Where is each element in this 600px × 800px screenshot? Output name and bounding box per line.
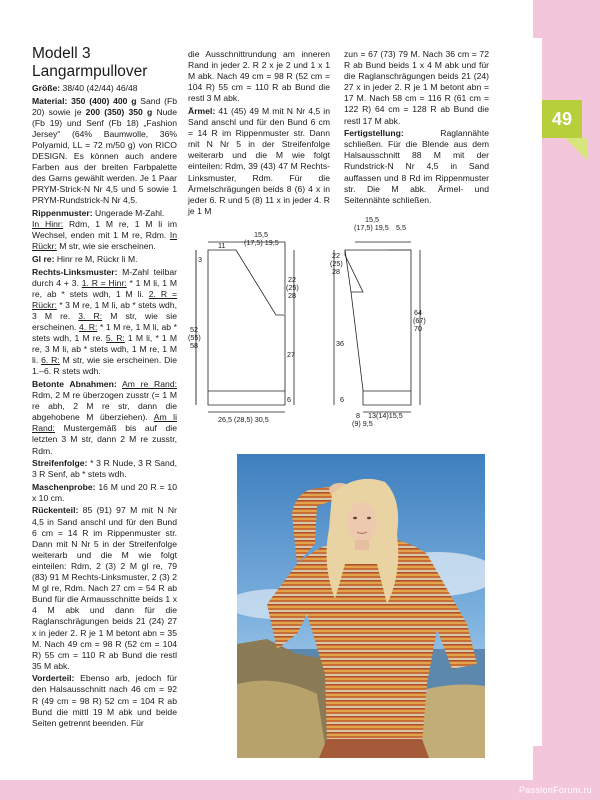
sleeve-outline (345, 250, 411, 405)
body-side-height: 27 (287, 350, 295, 359)
body-top-dim: 15,5 (254, 230, 268, 239)
schematic-diagram (188, 212, 428, 437)
sleeve-continued-paragraph: zun = 67 (73) 79 M. Nach 36 cm = 72 R ab Bund beids 1 x 4 M abk und für die Raglanschrägungen beids 21 (24) 27 x in jeder 2. R je 1 M betont abn = 17 M. Nach 58 cm = 116 R (61 cm = 122 R) 64 cm = 128 R ab Bund die restl 17 M abk. (344, 49, 489, 126)
sleeve-raglan-height-3: 28 (332, 267, 340, 276)
instructions-column-1 (32, 83, 177, 730)
body-neck-depth: 3 (198, 255, 202, 264)
neck-paragraph: die Ausschnittrundung am inneren Rand in jeder 2. R 2 x je 2 und 1 x 1 M abk. Nach 49 cm = 98 R (52 cm = 104 R) 55 cm = 110 R ab Bund die restl 3 M abk. (188, 49, 330, 104)
sleeve-paragraph: Ärmel: 41 (45) 49 M mit N Nr 4,5 in Sand anschl und für den Bund 6 cm = 14 R im Rippenmuster str. Dann mit N Nr 5 in der Streifenfolge weiterarb und die M wie folgt einteilen: Rdm, 39 (43) 47 M Rechts-Linksmuster, Rdm. Für die Ärmelschrägungen beids 8 (6) 4 x in jeder 6. R und 5 (8) 11 x in jeder 4. R je 1 M (188, 105, 330, 216)
sleeve-bottom-left: 8 (356, 411, 360, 420)
sleeve-top-dim: 15,5 (365, 215, 379, 224)
model-title (32, 45, 147, 81)
stockinette-paragraph: Gl re: Hinr re M, Rückr li M. (32, 253, 138, 264)
body-raglan-height-2: (25) (286, 283, 299, 292)
body-total-height-2: (55) (188, 333, 201, 342)
model-photo (237, 454, 485, 758)
body-total-height: 52 (190, 325, 198, 334)
body-width: 26,5 (28,5) 30,5 (218, 415, 269, 424)
back-paragraph: Rückenteil: 85 (91) 97 M mit N Nr 4,5 in Sand anschl und für den Bund 6 cm = 14 R im Rippenmuster str. Dann mit N Nr 5 in der Streifenfolge weiterarb und die M wie folgt einteilen: Rdm, 2 (3) 2 M gl re, 79 (83) 91 M Rechts-Linksmuster, 2 (3) 2 M gl re, Rdm. Nach 27 cm = 54 R ab Bund für die Armausschnitte beids 1 x 4 M abk und dann für die Raglanschrägungen beids 21 (24) 27 x in jeder 2. R je 1 M betont abn = 35 M. Nach 49 cm = 98 R (52 cm = 104 R) 55 cm = 110 R ab Bund die restl 35 M abk. (32, 505, 177, 671)
sleeve-raglan-height: 22 (332, 251, 340, 260)
page-edge-strip (533, 38, 542, 746)
model-number: Modell 3 (32, 45, 91, 62)
body-shoulder-dim: 11 (218, 241, 226, 250)
decreases-paragraph: Betonte Abnahmen: Am re Rand: Rdm, 2 M re überzogen zusstr (= 1 M re abh, 2 M re str, dann die abgehobene M überziehen). Am li Rand: Mustergemäß bis auf die letzten 3 M str, dann 2 M re zusstr, Rdm. (32, 378, 177, 456)
body-raglan-height-3: 28 (288, 291, 296, 300)
sleeve-rib-height: 6 (340, 395, 344, 404)
sleeve-top-dim-sizes: (17,5) 19,5 (354, 223, 389, 232)
page-tab-fold (565, 138, 587, 160)
sleeve-side-height: 36 (336, 339, 344, 348)
sleeve-bottom-left-sizes: (9) 9,5 (352, 419, 373, 428)
sleeve-total-height-2: (67) (413, 316, 426, 325)
rib-pattern-paragraph: Rippenmuster: Ungerade M-Zahl. In Hinr: Rdm, 1 M re, 1 M li im Wechsel, enden mit 1 M re, Rdm. In Rückr: M str, wie sie erscheinen. (32, 208, 177, 252)
size-paragraph: Größe: 38/40 (42/44) 46/48 (32, 83, 138, 93)
instructions-column-3 (344, 49, 489, 207)
body-total-height-3: 58 (190, 341, 198, 350)
sleeve-total-height: 64 (414, 308, 422, 317)
rl-pattern-paragraph: Rechts-Linksmuster: M-Zahl teilbar durch 4 + 3. 1. R = Hinr: * 1 M li, 1 M re, ab * stets wdh, 1 M li. 2. R = Rückr: * 3 M re, 1 M li, ab * stets wdh, 3 M re. 3. R: M str, wie sie erscheinen. 4. R: * 1 M re, 1 M li, ab * stets wdh, 1 M re. 5. R: 1 M li, * 1 M re, 3 M li, ab * stets wdh, 1 M re, 1 M li. 6. R: M str, wie sie erscheinen. Die 1.–6. R stets wdh. (32, 266, 178, 377)
sleeve-bottom-right: 13(14)15,5 (368, 411, 403, 420)
body-raglan-height: 22 (288, 275, 296, 284)
material-paragraph: Material: 350 (400) 400 g Sand (Fb 20) sowie je 200 (350) 350 g Nude (Fb 19) und Senf (Fb 18) „Fashion Jersey" (64% Baumwolle, 36% Polyamid, LL = 72 m/50 g) von RICO DESIGN. Es können auch andere Farben aus der breiten Farbpalette des Garns gewählt werden. Je 1 Paar PRYM-Strick-N Nr 4,5 und 5 sowie 1 PRYM-Rundstrick-N Nr 4,5. (32, 95, 177, 206)
watermark: PassionForum.ru (518, 785, 592, 795)
sleeve-total-height-3: 70 (414, 324, 422, 333)
model-name: Langarmpullover (32, 63, 148, 80)
sleeve-raglan-height-2: (25) (330, 259, 343, 268)
sleeve-top-right: 5,5 (396, 223, 406, 232)
body-rib-height: 6 (287, 395, 291, 404)
stripe-sequence-paragraph: Streifenfolge: * 3 R Nude, 3 R Sand, 3 R Senf, ab * stets wdh. (32, 458, 177, 480)
body-outline (208, 250, 285, 405)
front-paragraph: Vorderteil: Ebenso arb, jedoch für den Halsausschnitt nach 46 cm = 92 R (49 cm = 98 R) 52 cm = 104 R ab Bund die mittl 19 M abk und beide Seiten getrennt beenden. Für (32, 673, 177, 728)
instructions-column-2 (188, 49, 330, 218)
finishing-paragraph: Fertigstellung: Raglannähte schließen. Für die Blende aus dem Halsausschnitt 88 M mit der Rundstrick-N Nr 4,5 in Sand auffassen und 8 Rd im Rippenmuster str. Die M abk. Ärmel- und Seitennähte schließen. (344, 128, 489, 205)
gauge-paragraph: Maschenprobe: 16 M und 20 R = 10 x 10 cm. (32, 481, 177, 503)
page-number-tab (542, 100, 582, 138)
page-number: 49 (551, 108, 573, 129)
body-top-dim-sizes: (17,5) 19,5 (244, 238, 279, 247)
